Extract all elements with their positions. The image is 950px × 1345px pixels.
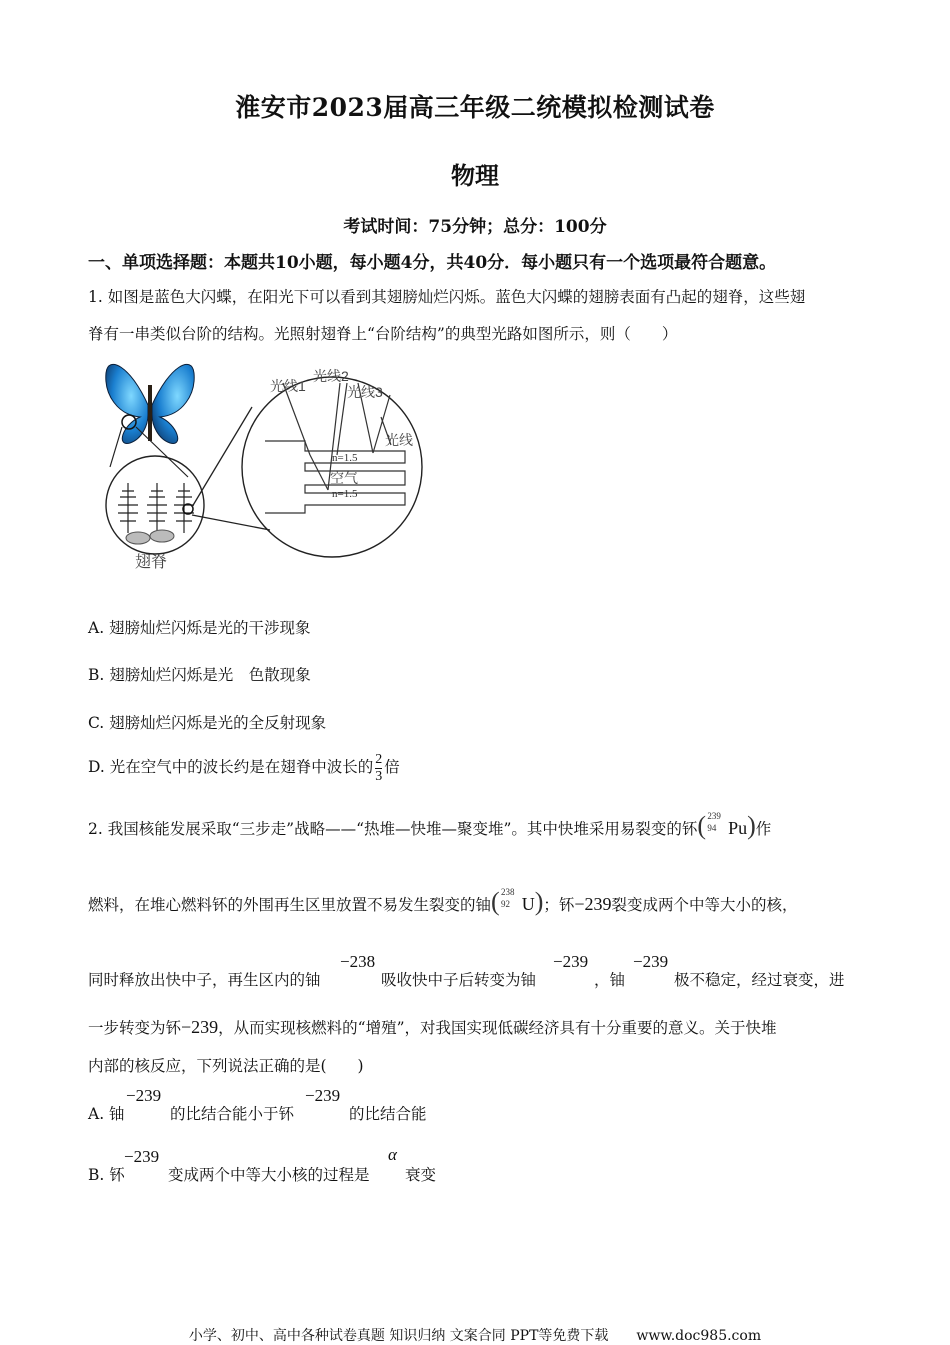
nuclide-symbol: Pu bbox=[728, 818, 748, 838]
fraction-denominator: 3 bbox=[375, 768, 383, 784]
q2-line4 bbox=[88, 1016, 777, 1038]
q2-line1 bbox=[88, 806, 771, 850]
exam-title: 淮安市2023届高三年级二统模拟检测试卷 bbox=[235, 93, 715, 122]
nuclide-u238: ( 238 92 U) bbox=[491, 887, 544, 916]
q1-option-b: B. 翅膀灿烂闪烁是光 色散现象 bbox=[88, 666, 311, 684]
ray1-label: 光线1 bbox=[270, 378, 306, 394]
q2-line2-text: 燃料，在堆心燃料钚的外围再生区里放置不易发生裂变的铀 bbox=[88, 896, 492, 914]
nuclide-z: 94 bbox=[707, 823, 717, 833]
q2-line4-number: −239 bbox=[181, 1017, 219, 1037]
fraction bbox=[375, 753, 382, 784]
ray4-label: 光线 bbox=[385, 432, 413, 448]
q1-option-d-text: D. 光在空气中的波长约是在翅脊中波长的 bbox=[88, 758, 374, 776]
q2-option-a-a: A. 铀 bbox=[88, 1105, 125, 1123]
page-footer: 小学、初中、高中各种试卷真题 知识归纳 文案合同 PPT等免费下载 www.doc985.com bbox=[188, 1328, 762, 1344]
q1-stem-line1: 1. 如图是蓝色大闪蝶，在阳光下可以看到其翅膀灿烂闪烁。蓝色大闪蝶的翅膀表面有凸起的翅脊，这些翅 bbox=[88, 288, 806, 306]
q2-line3-b: 吸收快中子后转变为铀 bbox=[381, 971, 537, 989]
q2-option-b-c: 衰变 bbox=[405, 1166, 437, 1184]
q2-line2-mid: ；钚 bbox=[543, 896, 575, 914]
butterfly-image bbox=[106, 364, 194, 443]
q2-line2 bbox=[88, 882, 798, 926]
q1-option-d-tail: 倍 bbox=[384, 758, 400, 776]
q2-line4-tail: ，从而实现核燃料的“增殖”，对我国实现低碳经济具有十分重要的意义。关于快堆 bbox=[218, 1019, 777, 1037]
q2-line5: 内部的核反应，下列说法正确的是( ) bbox=[88, 1057, 364, 1075]
section-heading: 一、单项选择题：本题共10小题，每小题4分，共40分．每小题只有一个选项最符合题意。 bbox=[88, 253, 777, 273]
nuclide-z: 92 bbox=[501, 899, 511, 909]
q2-line3-num1: −238 bbox=[340, 952, 376, 971]
q1-option-c: C. 翅膀灿烂闪烁是光的全反射现象 bbox=[88, 714, 327, 732]
q2-line2-number: −239 bbox=[574, 894, 612, 914]
q2-line3-d: 极不稳定，经过衰变，进 bbox=[674, 971, 845, 989]
n-lower-label: n=1.5 bbox=[332, 488, 358, 500]
q1-option-a: A. 翅膀灿烂闪烁是光的干涉现象 bbox=[88, 619, 311, 637]
q2-option-b-num: −239 bbox=[124, 1147, 160, 1166]
nuclide-mass: 238 bbox=[501, 887, 515, 897]
q1-option-d bbox=[88, 750, 400, 784]
air-label: 空气 bbox=[330, 470, 358, 486]
q1-figure bbox=[100, 355, 430, 580]
q2-option-a-c: 的比结合能 bbox=[349, 1105, 427, 1123]
fraction-numerator: 2 bbox=[375, 751, 383, 767]
n-upper-label: n=1.5 bbox=[332, 452, 358, 464]
subject-title: 物理 bbox=[451, 161, 499, 190]
optics-circle bbox=[242, 368, 422, 557]
q2-line1-text: 2. 我国核能发展采取“三步走”战略——“热堆—快堆—聚变堆”。其中快堆采用易裂变的钚 bbox=[88, 820, 698, 838]
ridge-label: 翅脊 bbox=[135, 554, 168, 571]
ridge-circle bbox=[106, 456, 204, 571]
q2-line1-tail: 作 bbox=[755, 820, 772, 838]
q2-line3-c: ，铀 bbox=[594, 971, 626, 989]
q2-line4-text: 一步转变为钚 bbox=[88, 1019, 182, 1037]
q2-line2-tail: 裂变成两个中等大小的核， bbox=[611, 896, 798, 914]
q2-line3-num3: −239 bbox=[633, 952, 669, 971]
nuclide-symbol: U bbox=[521, 894, 535, 914]
q1-stem-line2: 脊有一串类似台阶的结构。光照射翅脊上“台阶结构”的典型光路如图所示，则（ ） bbox=[88, 325, 678, 343]
q2-line3-num2: −239 bbox=[553, 952, 589, 971]
q2-option-b-a: B. 钚 bbox=[88, 1166, 125, 1184]
alpha-symbol: α bbox=[388, 1145, 397, 1164]
q2-option-a-b: 的比结合能小于钚 bbox=[170, 1105, 295, 1123]
ray2-label: 光线2 bbox=[313, 368, 349, 384]
nuclide-mass: 239 bbox=[707, 811, 721, 821]
q2-option-a-num1: −239 bbox=[126, 1086, 162, 1105]
nuclide-pu239: ( 239 94 Pu) bbox=[697, 811, 756, 840]
exam-meta: 考试时间：75分钟；总分：100分 bbox=[343, 217, 607, 237]
ray3-label: 光线3 bbox=[347, 384, 383, 400]
q2-option-a-num2: −239 bbox=[305, 1086, 341, 1105]
q2-line3-a: 同时释放出快中子，再生区内的铀 bbox=[88, 971, 321, 989]
q2-option-b-b: 变成两个中等大小核的过程是 bbox=[168, 1166, 370, 1184]
